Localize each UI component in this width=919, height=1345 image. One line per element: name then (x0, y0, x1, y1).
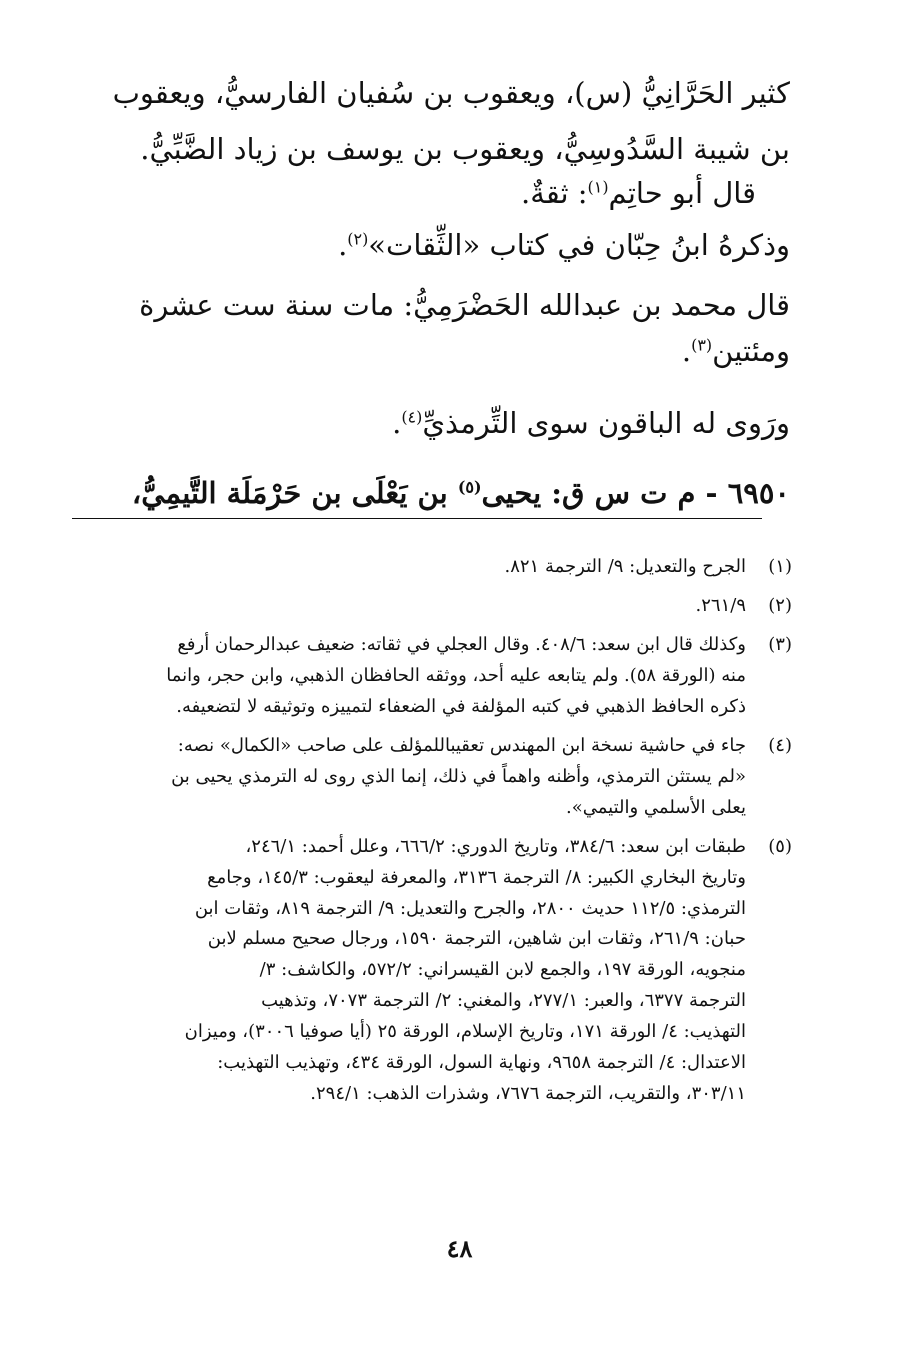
footnote-number: (٢) (768, 594, 792, 616)
footnote-ref: (١) (587, 177, 609, 197)
footnote-body (72, 630, 746, 723)
footnote-ref: (٤) (401, 407, 423, 427)
main-line-text: ومئتين (712, 334, 790, 368)
footnotes (72, 552, 792, 1118)
footnote-body (72, 731, 746, 824)
main-line-text: . (392, 406, 402, 440)
footnote-line: طبقات ابن سعد: ٣٨٤/٦، وتاريخ الدوري: ٦٦٦/٢، وعلل أحمد: ٢٤٦/١، (245, 835, 746, 857)
main-line-text: . (681, 334, 692, 368)
entry-heading-text: ٦٩٥٠ - م ت س ق: يحيى (481, 476, 790, 510)
entry-heading (72, 476, 790, 511)
footnote-line: الترجمة ٦٣٧٧، والعبر: ٢٧٧/١، والمغني: ٢/ الترجمة ٧٠٧٣، وتذهيب (261, 990, 746, 1012)
main-line: كثير الحَرَّانِيُّ (س)، ويعقوب بن سُفيان الفارسيُّ، ويعقوب (112, 76, 790, 110)
footnote-number: (٥) (768, 835, 792, 857)
footnote-divider (72, 518, 762, 519)
footnote-line: الجرح والتعديل: ٩/ الترجمة ٨٢١. (504, 556, 746, 577)
footnote-number: (٣) (768, 633, 792, 655)
footnote (72, 552, 792, 583)
footnote-line: الترمذي: ١١٢/٥ حديث ٢٨٠٠، والجرح والتعديل: ٩/ الترجمة ٨١٩، وثقات ابن (194, 897, 746, 919)
main-line: قال محمد بن عبدالله الحَضْرَمِيُّ: مات سنة ست عشرة (139, 288, 790, 322)
footnote-ref: (٣) (691, 335, 713, 355)
footnote-line: منه (الورقة ٥٨). ولم يتابعه عليه أحد، ووثقه الحافظان الذهبي، وابن حجر، وانما (166, 664, 746, 686)
footnote-number: (١) (768, 556, 792, 577)
footnote-line: حبان: ٢٦١/٩، وثقات ابن شاهين، الترجمة ١٥٩٠، ورجال صحيح مسلم لابن (207, 928, 746, 950)
main-line (72, 334, 790, 369)
main-line (72, 406, 790, 441)
main-line: بن شيبة السَّدُوسِيُّ، ويعقوب بن يوسف بن زياد الضَّبِّيُّ. (140, 132, 790, 166)
footnote-line: يعلى الأسلمي والتيمي». (566, 796, 746, 818)
footnote-body (72, 591, 746, 622)
main-line-text: ورَوى له الباقون سوى التِّرمذيِّ (422, 406, 790, 440)
footnote-body (72, 552, 746, 583)
footnote-line: التهذيب: ٤/ الورقة ١٧١، وتاريخ الإسلام، الورقة ٢٥ (أيا صوفيا ٣٠٠٦)، وميزان (184, 1021, 746, 1043)
footnote-line: «لم يستثن الترمذي، وأظنه واهماً في ذلك، إنما الذي روى له الترمذي يحيى بن (171, 765, 746, 787)
footnote (72, 832, 792, 1111)
footnote-number: (٤) (768, 734, 792, 756)
footnote-line: وتاريخ البخاري الكبير: ٨/ الترجمة ٣١٣٦، والمعرفة ليعقوب: ١٤٥/٣، وجامع (207, 866, 746, 888)
footnote-line: الاعتدال: ٤/ الترجمة ٩٦٥٨، ونهاية السول، الورقة ٤٣٤، وتهذيب التهذيب: (217, 1052, 746, 1074)
footnote-line: وكذلك قال ابن سعد: ٤٠٨/٦. وقال العجلي في ثقاته: ضعيف عبدالرحمان أرفع (177, 633, 746, 655)
footnote (72, 591, 792, 622)
page-number: ٤٨ (446, 1234, 473, 1263)
main-line (72, 176, 756, 211)
footnote-ref: (٢) (347, 229, 369, 249)
footnote-ref: (٥) (457, 477, 482, 497)
footnote-line: ٣٠٣/١١، والتقريب، الترجمة ٧٦٧٦، وشذرات الذهب: ٢٩٤/١. (310, 1083, 746, 1105)
footnote-line: ذكره الحافظ الذهبي في كتبه المؤلفة في الضعفاء لتمييزه وتوثيقه لا لتضعيفه. (176, 695, 746, 717)
footnote (72, 731, 792, 824)
main-line-text: : ثقةٌ. (521, 176, 588, 210)
footnote-line: ٢٦١/٩. (695, 594, 746, 616)
footnote (72, 630, 792, 723)
footnote-line: منجويه، الورقة ١٩٧، والجمع لابن القيسراني: ٥٧٢/٢، والكاشف: ٣/ (259, 959, 746, 981)
entry-heading-text: بن يَعْلَى بن حَرْمَلَة التَّيمِيُّ، (131, 476, 448, 510)
main-line-text: . (338, 228, 348, 262)
main-line-text: وذكرهُ ابنُ حِبّان في كتاب «الثِّقات» (368, 228, 790, 262)
footnote-body (72, 832, 746, 1111)
main-line (72, 228, 790, 263)
footnote-line: جاء في حاشية نسخة ابن المهندس تعقيباللمؤلف على صاحب «الكمال» نصه: (177, 734, 746, 756)
main-line-text: قال أبو حاتِم (608, 176, 756, 210)
